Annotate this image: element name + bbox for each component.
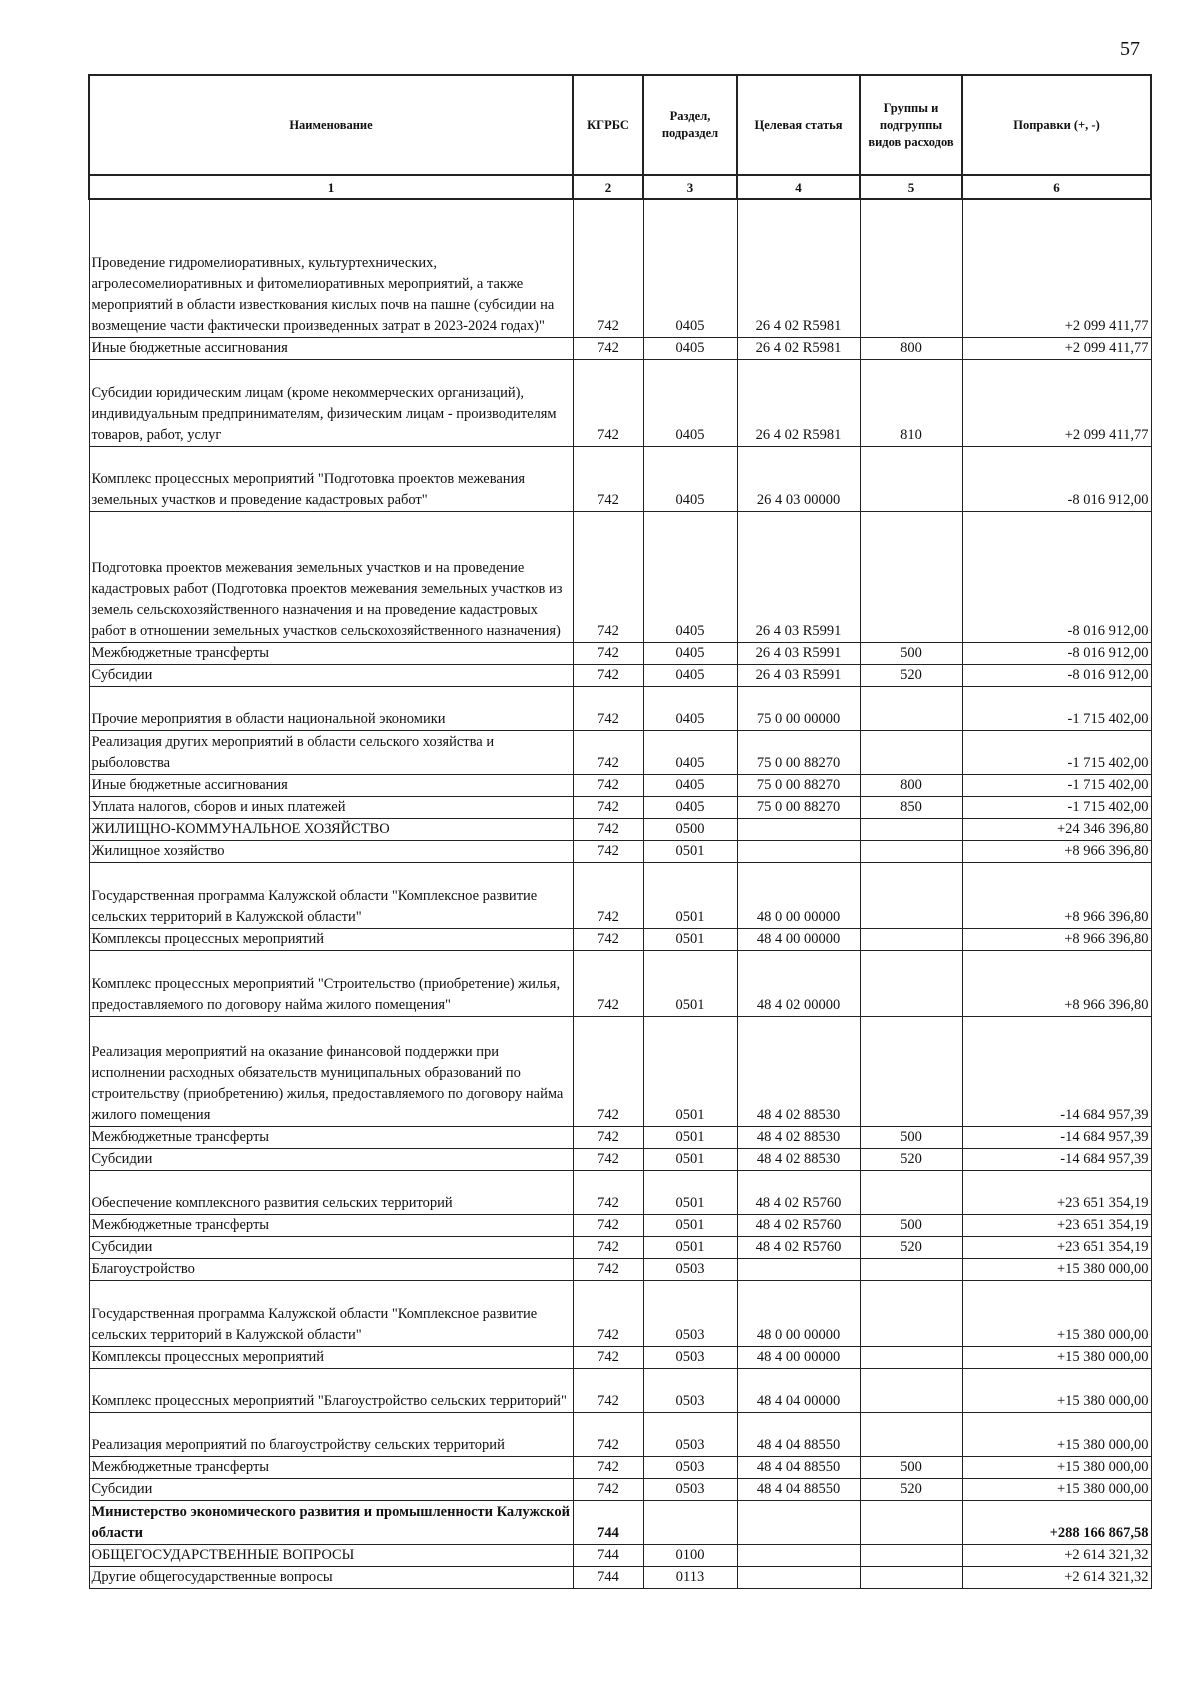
row-amendment-amount: +8 966 396,80 <box>962 950 1151 1016</box>
table-row <box>89 1500 1151 1544</box>
row-amendment-amount: +8 966 396,80 <box>962 840 1151 862</box>
row-kgrbs: 742 <box>573 511 643 642</box>
row-target-article: 48 0 00 00000 <box>737 1280 860 1346</box>
row-kgrbs: 742 <box>573 774 643 796</box>
col-number: 6 <box>962 175 1151 199</box>
row-section: 0405 <box>643 796 737 818</box>
row-name: Подготовка проектов межевания земельных участков и на проведение кадастровых работ (Подготовка проектов межевания земельных участков из земель сельскохозяйственного назначения и на проведение кадастровых работ в отношении земельных участков сельскохозяйственного назначения) <box>89 511 573 642</box>
row-amendment-amount: -1 715 402,00 <box>962 686 1151 730</box>
row-target-article: 75 0 00 00000 <box>737 686 860 730</box>
row-amendment-amount: +15 380 000,00 <box>962 1346 1151 1368</box>
row-kgrbs: 742 <box>573 642 643 664</box>
table-row <box>89 1566 1151 1588</box>
row-expense-group: 800 <box>860 337 962 359</box>
row-amendment-amount: +2 614 321,32 <box>962 1544 1151 1566</box>
row-section: 0503 <box>643 1280 737 1346</box>
row-kgrbs: 742 <box>573 950 643 1016</box>
row-expense-group: 500 <box>860 1126 962 1148</box>
row-target-article: 48 4 02 R5760 <box>737 1236 860 1258</box>
row-amendment-amount: -14 684 957,39 <box>962 1016 1151 1126</box>
page-number: 57 <box>1120 38 1140 60</box>
row-target-article: 48 4 00 00000 <box>737 928 860 950</box>
row-expense-group <box>860 1500 962 1544</box>
row-amendment-amount: -8 016 912,00 <box>962 664 1151 686</box>
row-kgrbs: 742 <box>573 1456 643 1478</box>
row-expense-group <box>860 199 962 337</box>
row-amendment-amount: +15 380 000,00 <box>962 1258 1151 1280</box>
row-name: Государственная программа Калужской области "Комплексное развитие сельских территорий в Калужской области" <box>89 862 573 928</box>
table-row <box>89 1412 1151 1456</box>
row-target-article: 48 4 02 88530 <box>737 1016 860 1126</box>
row-name: Субсидии <box>89 664 573 686</box>
row-target-article: 48 4 00 00000 <box>737 1346 860 1368</box>
row-target-article: 48 4 04 88550 <box>737 1456 860 1478</box>
row-expense-group: 500 <box>860 1456 962 1478</box>
row-kgrbs: 742 <box>573 1126 643 1148</box>
row-amendment-amount: +15 380 000,00 <box>962 1456 1151 1478</box>
row-name: Комплекс процессных мероприятий "Подготовка проектов межевания земельных участков и проведение кадастровых работ" <box>89 446 573 511</box>
row-name: Уплата налогов, сборов и иных платежей <box>89 796 573 818</box>
row-section: 0503 <box>643 1412 737 1456</box>
row-name: Субсидии <box>89 1148 573 1170</box>
table-row <box>89 337 1151 359</box>
row-name: Иные бюджетные ассигнования <box>89 337 573 359</box>
row-amendment-amount: -1 715 402,00 <box>962 730 1151 774</box>
table-row <box>89 1170 1151 1214</box>
table-row <box>89 1148 1151 1170</box>
row-expense-group: 500 <box>860 642 962 664</box>
row-kgrbs: 744 <box>573 1500 643 1544</box>
row-name: Межбюджетные трансферты <box>89 1214 573 1236</box>
row-amendment-amount: +8 966 396,80 <box>962 862 1151 928</box>
header-target: Целевая статья <box>737 75 860 175</box>
row-kgrbs: 742 <box>573 1214 643 1236</box>
row-amendment-amount: -8 016 912,00 <box>962 446 1151 511</box>
row-kgrbs: 742 <box>573 862 643 928</box>
row-name: Комплекс процессных мероприятий "Благоустройство сельских территорий" <box>89 1368 573 1412</box>
row-section: 0503 <box>643 1456 737 1478</box>
row-section: 0501 <box>643 1170 737 1214</box>
row-section: 0503 <box>643 1346 737 1368</box>
row-kgrbs: 742 <box>573 1236 643 1258</box>
row-name: ЖИЛИЩНО-КОММУНАЛЬНОЕ ХОЗЯЙСТВО <box>89 818 573 840</box>
row-target-article: 48 4 04 88550 <box>737 1478 860 1500</box>
table-row <box>89 818 1151 840</box>
row-amendment-amount: -8 016 912,00 <box>962 642 1151 664</box>
row-target-article: 48 0 00 00000 <box>737 862 860 928</box>
row-section: 0501 <box>643 1126 737 1148</box>
row-name: Субсидии <box>89 1236 573 1258</box>
row-name: Проведение гидромелиоративных, культуртехнических, агролесомелиоративных и фитомелиоративных мероприятий, а также мероприятий в области известкования кислых почв на пашне (субсидии на возмещение части фактически произведенных затрат в 2023-2024 годах)" <box>89 199 573 337</box>
row-section: 0503 <box>643 1258 737 1280</box>
row-amendment-amount: +2 099 411,77 <box>962 199 1151 337</box>
row-amendment-amount: -14 684 957,39 <box>962 1126 1151 1148</box>
row-section: 0405 <box>643 446 737 511</box>
row-name: Реализация других мероприятий в области сельского хозяйства и рыболовства <box>89 730 573 774</box>
row-target-article <box>737 1544 860 1566</box>
table-row <box>89 950 1151 1016</box>
row-expense-group: 520 <box>860 1148 962 1170</box>
table-row <box>89 1214 1151 1236</box>
row-name: Другие общегосударственные вопросы <box>89 1566 573 1588</box>
header-name: Наименование <box>89 75 573 175</box>
row-section: 0405 <box>643 686 737 730</box>
row-name: Комплексы процессных мероприятий <box>89 1346 573 1368</box>
col-number: 3 <box>643 175 737 199</box>
table-row <box>89 1016 1151 1126</box>
row-target-article <box>737 1258 860 1280</box>
row-expense-group <box>860 1412 962 1456</box>
row-section: 0501 <box>643 928 737 950</box>
table-row <box>89 840 1151 862</box>
row-amendment-amount: +15 380 000,00 <box>962 1478 1151 1500</box>
header-amendments: Поправки (+, -) <box>962 75 1151 175</box>
row-expense-group: 500 <box>860 1214 962 1236</box>
row-amendment-amount: +15 380 000,00 <box>962 1412 1151 1456</box>
table-row <box>89 774 1151 796</box>
row-section: 0405 <box>643 337 737 359</box>
table-row <box>89 446 1151 511</box>
row-kgrbs: 742 <box>573 1258 643 1280</box>
col-number: 5 <box>860 175 962 199</box>
row-name: Комплекс процессных мероприятий "Строительство (приобретение) жилья, предоставляемого по договору найма жилого помещения" <box>89 950 573 1016</box>
row-name: Межбюджетные трансферты <box>89 1126 573 1148</box>
row-section: 0405 <box>643 730 737 774</box>
table-row <box>89 730 1151 774</box>
table-row <box>89 928 1151 950</box>
row-section: 0405 <box>643 642 737 664</box>
row-amendment-amount: +23 651 354,19 <box>962 1236 1151 1258</box>
row-target-article <box>737 818 860 840</box>
table-row <box>89 1368 1151 1412</box>
row-name: Реализация мероприятий на оказание финансовой поддержки при исполнении расходных обязательств муниципальных образований по строительству (приобретению) жилья, предоставляемого по договору найма жилого помещения <box>89 1016 573 1126</box>
row-kgrbs: 744 <box>573 1544 643 1566</box>
table-row <box>89 511 1151 642</box>
row-kgrbs: 742 <box>573 928 643 950</box>
row-target-article: 75 0 00 88270 <box>737 796 860 818</box>
row-amendment-amount: -8 016 912,00 <box>962 511 1151 642</box>
row-amendment-amount: +15 380 000,00 <box>962 1280 1151 1346</box>
row-target-article: 26 4 02 R5981 <box>737 199 860 337</box>
col-number: 4 <box>737 175 860 199</box>
row-expense-group <box>860 818 962 840</box>
row-expense-group: 520 <box>860 1478 962 1500</box>
table-row <box>89 1126 1151 1148</box>
row-kgrbs: 742 <box>573 840 643 862</box>
row-expense-group <box>860 840 962 862</box>
row-section: 0501 <box>643 862 737 928</box>
row-section: 0113 <box>643 1566 737 1588</box>
row-kgrbs: 742 <box>573 664 643 686</box>
row-expense-group: 520 <box>860 664 962 686</box>
row-section: 0501 <box>643 840 737 862</box>
row-expense-group <box>860 950 962 1016</box>
table-row <box>89 1456 1151 1478</box>
row-kgrbs: 742 <box>573 359 643 446</box>
row-name: Межбюджетные трансферты <box>89 1456 573 1478</box>
row-expense-group <box>860 730 962 774</box>
row-kgrbs: 742 <box>573 1148 643 1170</box>
row-expense-group <box>860 1016 962 1126</box>
row-expense-group: 810 <box>860 359 962 446</box>
row-kgrbs: 742 <box>573 199 643 337</box>
header-kgrbs: КГРБС <box>573 75 643 175</box>
row-section <box>643 1500 737 1544</box>
row-expense-group <box>860 1566 962 1588</box>
row-name: Благоустройство <box>89 1258 573 1280</box>
row-target-article: 48 4 02 00000 <box>737 950 860 1016</box>
row-expense-group <box>860 1258 962 1280</box>
col-number: 1 <box>89 175 573 199</box>
row-section: 0501 <box>643 1214 737 1236</box>
row-target-article: 26 4 03 R5991 <box>737 664 860 686</box>
table-row <box>89 1544 1151 1566</box>
row-amendment-amount: +2 099 411,77 <box>962 337 1151 359</box>
row-section: 0405 <box>643 199 737 337</box>
row-kgrbs: 742 <box>573 796 643 818</box>
row-name: Прочие мероприятия в области национальной экономики <box>89 686 573 730</box>
table-row <box>89 796 1151 818</box>
row-amendment-amount: -14 684 957,39 <box>962 1148 1151 1170</box>
row-amendment-amount: +2 614 321,32 <box>962 1566 1151 1588</box>
table-row <box>89 642 1151 664</box>
row-section: 0500 <box>643 818 737 840</box>
row-kgrbs: 742 <box>573 730 643 774</box>
row-target-article: 48 4 04 00000 <box>737 1368 860 1412</box>
row-target-article: 48 4 02 R5760 <box>737 1214 860 1236</box>
table-row <box>89 1236 1151 1258</box>
row-target-article: 48 4 04 88550 <box>737 1412 860 1456</box>
row-name: Комплексы процессных мероприятий <box>89 928 573 950</box>
row-kgrbs: 742 <box>573 337 643 359</box>
table-row <box>89 1258 1151 1280</box>
row-target-article: 26 4 03 R5991 <box>737 511 860 642</box>
row-kgrbs: 742 <box>573 686 643 730</box>
row-expense-group <box>860 1368 962 1412</box>
row-section: 0405 <box>643 774 737 796</box>
row-target-article: 26 4 02 R5981 <box>737 359 860 446</box>
row-target-article <box>737 1500 860 1544</box>
table-row <box>89 1346 1151 1368</box>
header-section: Раздел, подраздел <box>643 75 737 175</box>
row-kgrbs: 742 <box>573 446 643 511</box>
row-name: Реализация мероприятий по благоустройству сельских территорий <box>89 1412 573 1456</box>
row-amendment-amount: +23 651 354,19 <box>962 1214 1151 1236</box>
row-target-article: 48 4 02 R5760 <box>737 1170 860 1214</box>
row-section: 0503 <box>643 1368 737 1412</box>
row-kgrbs: 742 <box>573 1170 643 1214</box>
row-name: Государственная программа Калужской области "Комплексное развитие сельских территорий в Калужской области" <box>89 1280 573 1346</box>
row-target-article: 48 4 02 88530 <box>737 1148 860 1170</box>
row-target-article: 26 4 03 R5991 <box>737 642 860 664</box>
row-name: ОБЩЕГОСУДАРСТВЕННЫЕ ВОПРОСЫ <box>89 1544 573 1566</box>
row-amendment-amount: +15 380 000,00 <box>962 1368 1151 1412</box>
table-row <box>89 1280 1151 1346</box>
row-expense-group <box>860 686 962 730</box>
row-section: 0501 <box>643 1016 737 1126</box>
row-section: 0100 <box>643 1544 737 1566</box>
budget-amendments-table <box>88 74 1152 1589</box>
row-amendment-amount: -1 715 402,00 <box>962 774 1151 796</box>
table-row <box>89 862 1151 928</box>
row-name: Министерство экономического развития и промышленности Калужской области <box>89 1500 573 1544</box>
row-expense-group: 850 <box>860 796 962 818</box>
row-target-article: 48 4 02 88530 <box>737 1126 860 1148</box>
row-section: 0501 <box>643 1148 737 1170</box>
row-expense-group <box>860 1346 962 1368</box>
row-name: Межбюджетные трансферты <box>89 642 573 664</box>
header-groups: Группы и подгруппы видов расходов <box>860 75 962 175</box>
row-expense-group <box>860 928 962 950</box>
row-amendment-amount: +2 099 411,77 <box>962 359 1151 446</box>
row-amendment-amount: +288 166 867,58 <box>962 1500 1151 1544</box>
row-amendment-amount: -1 715 402,00 <box>962 796 1151 818</box>
row-section: 0405 <box>643 359 737 446</box>
row-amendment-amount: +8 966 396,80 <box>962 928 1151 950</box>
row-section: 0501 <box>643 950 737 1016</box>
row-target-article: 75 0 00 88270 <box>737 730 860 774</box>
row-section: 0405 <box>643 511 737 642</box>
row-target-article: 75 0 00 88270 <box>737 774 860 796</box>
row-target-article <box>737 840 860 862</box>
row-expense-group <box>860 1544 962 1566</box>
row-kgrbs: 742 <box>573 1478 643 1500</box>
row-name: Субсидии юридическим лицам (кроме некоммерческих организаций), индивидуальным предпринимателям, физическим лицам - производителям товаров, работ, услуг <box>89 359 573 446</box>
row-amendment-amount: +23 651 354,19 <box>962 1170 1151 1214</box>
table-row <box>89 359 1151 446</box>
row-expense-group <box>860 1280 962 1346</box>
row-expense-group <box>860 511 962 642</box>
row-expense-group: 800 <box>860 774 962 796</box>
row-kgrbs: 742 <box>573 1412 643 1456</box>
row-section: 0405 <box>643 664 737 686</box>
table-row <box>89 664 1151 686</box>
row-name: Иные бюджетные ассигнования <box>89 774 573 796</box>
row-expense-group <box>860 1170 962 1214</box>
row-kgrbs: 742 <box>573 1346 643 1368</box>
row-expense-group: 520 <box>860 1236 962 1258</box>
row-expense-group <box>860 862 962 928</box>
row-kgrbs: 744 <box>573 1566 643 1588</box>
row-section: 0503 <box>643 1478 737 1500</box>
row-section: 0501 <box>643 1236 737 1258</box>
table-row <box>89 1478 1151 1500</box>
row-kgrbs: 742 <box>573 1280 643 1346</box>
row-target-article <box>737 1566 860 1588</box>
row-name: Обеспечение комплексного развития сельских территорий <box>89 1170 573 1214</box>
row-kgrbs: 742 <box>573 1016 643 1126</box>
row-amendment-amount: +24 346 396,80 <box>962 818 1151 840</box>
col-number: 2 <box>573 175 643 199</box>
row-name: Жилищное хозяйство <box>89 840 573 862</box>
row-name: Субсидии <box>89 1478 573 1500</box>
row-target-article: 26 4 03 00000 <box>737 446 860 511</box>
table-row <box>89 686 1151 730</box>
row-kgrbs: 742 <box>573 1368 643 1412</box>
row-target-article: 26 4 02 R5981 <box>737 337 860 359</box>
row-kgrbs: 742 <box>573 818 643 840</box>
table-row <box>89 199 1151 337</box>
row-expense-group <box>860 446 962 511</box>
